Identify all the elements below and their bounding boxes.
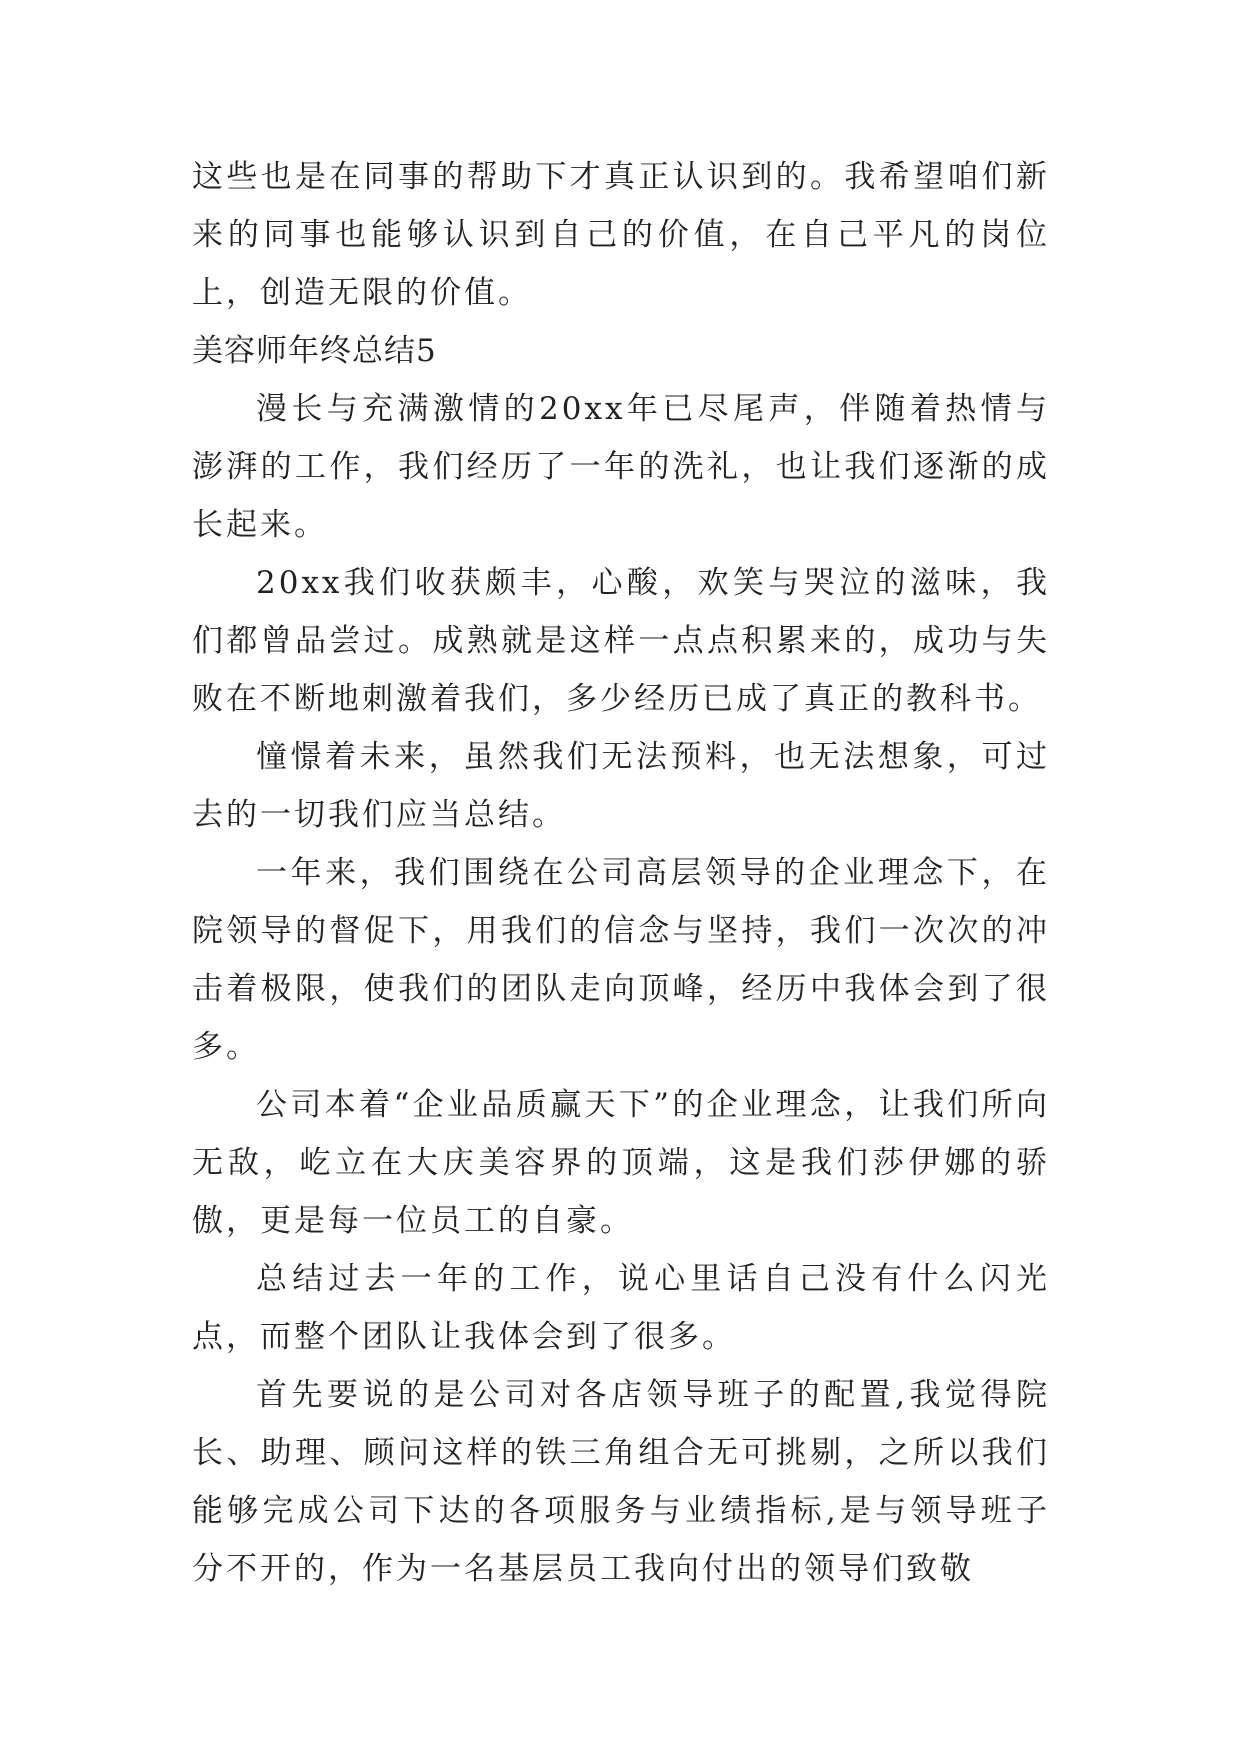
- paragraph: 憧憬着未来，虽然我们无法预料，也无法想象，可过去的一切我们应当总结。: [192, 739, 1050, 833]
- paragraph: 总结过去一年的工作，说心里话自己没有什么闪光点，而整个团队让我体会到了很多。: [192, 1261, 1050, 1355]
- paragraph: 公司本着“企业品质赢天下”的企业理念，让我们所向无敌，屹立在大庆美容界的顶端，这是我们莎伊娜的骄傲，更是每一位员工的自豪。: [192, 1087, 1050, 1239]
- paragraph: 一年来，我们围绕在公司高层领导的企业理念下，在院领导的督促下，用我们的信念与坚持，我们一次次的冲击着极限，使我们的团队走向顶峰，经历中我体会到了很多。: [192, 855, 1050, 1065]
- paragraph: 漫长与充满激情的20xx年已尽尾声，伴随着热情与澎湃的工作，我们经历了一年的洗礼，也让我们逐渐的成长起来。: [192, 391, 1050, 543]
- paragraph: 首先要说的是公司对各店领导班子的配置,我觉得院长、助理、顾问这样的铁三角组合无可挑剔，之所以我们能够完成公司下达的各项服务与业绩指标,是与领导班子分不开的，作为一名基层员工我向付出的领导们致敬: [192, 1377, 1050, 1587]
- section-heading: 美容师年终总结5: [192, 333, 437, 369]
- document-page: [192, 148, 1050, 1598]
- paragraph: 20xx我们收获颇丰，心酸，欢笑与哭泣的滋味，我们都曾品尝过。成熟就是这样一点点积累来的，成功与失败在不断地刺激着我们，多少经历已成了真正的教科书。: [192, 565, 1050, 717]
- paragraph-intro: 这些也是在同事的帮助下才真正认识到的。我希望咱们新来的同事也能够认识到自己的价值，在自己平凡的岗位上，创造无限的价值。: [192, 159, 1050, 311]
